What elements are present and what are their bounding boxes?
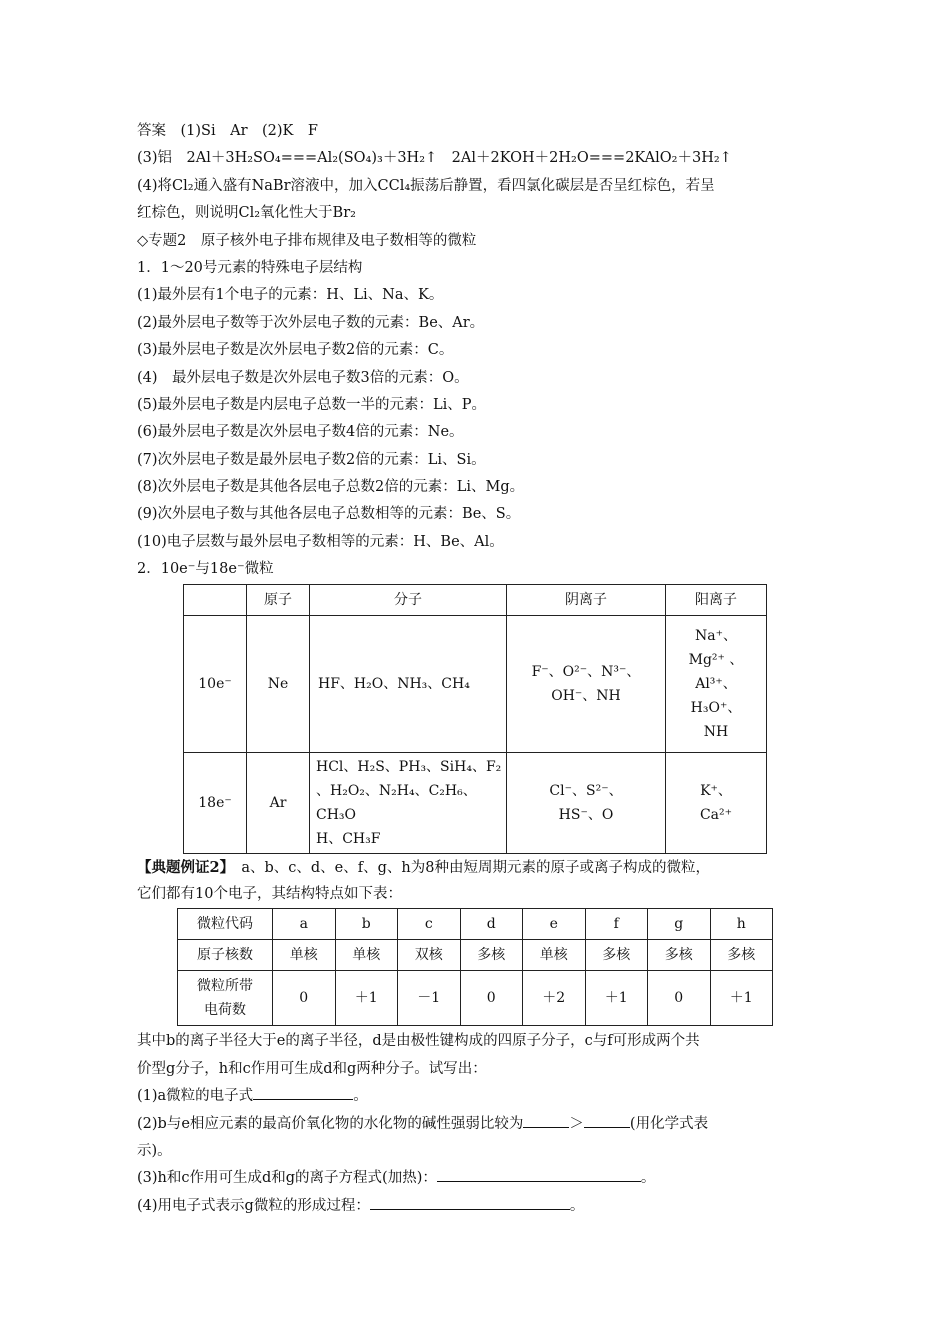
section1-title: 1．1～20号元素的特殊电子层结构 bbox=[137, 259, 363, 276]
question-text: (1)a微粒的电子式 bbox=[137, 1088, 254, 1105]
answer-line-4-cont: 红棕色，则说明Cl₂氧化性大于Br₂ bbox=[137, 205, 356, 222]
table-cell bbox=[666, 615, 767, 752]
table-row bbox=[184, 615, 767, 752]
question-4 bbox=[137, 1193, 817, 1220]
table-cell: e bbox=[523, 909, 586, 940]
answer-line-4: (4)将Cl₂通入盛有NaBr溶液中，加入CCl₄振荡后静置，看四氯化碳层是否呈红棕色，若呈 bbox=[137, 177, 715, 194]
question-text: ＞ bbox=[569, 1115, 584, 1132]
table-header: 原子 bbox=[247, 584, 310, 615]
answer-blank[interactable] bbox=[523, 1111, 569, 1128]
table-cell: 单核 bbox=[523, 940, 586, 971]
question-3 bbox=[137, 1165, 817, 1192]
question-text: (4)用电子式表示g微粒的形成过程： bbox=[137, 1197, 370, 1214]
question-text: (用化学式表 bbox=[629, 1115, 709, 1132]
list-item: (9)次外层电子数与其他各层电子总数相等的元素：Be、S。 bbox=[137, 506, 521, 523]
cell-line: 、H₂O₂、N₂H₄、C₂H₆、CH₃O bbox=[316, 782, 477, 823]
document-page bbox=[137, 118, 817, 1220]
question-text: 。 bbox=[353, 1088, 368, 1105]
cell-line: 微粒所带 bbox=[197, 978, 253, 995]
answer-line-3: (3)铝 2Al＋3H₂SO₄===Al₂(SO₄)₃＋3H₂↑ 2Al＋2KOH＋2H₂O===2KAlO₂＋3H₂↑ bbox=[137, 150, 732, 167]
table-row bbox=[178, 940, 773, 971]
answer-line-1: 答案 (1)Si Ar (2)K F bbox=[137, 123, 318, 139]
cell-line: HCl、H₂S、PH₃、SiH₄、F₂ bbox=[316, 758, 502, 775]
electron-particle-table bbox=[183, 584, 767, 854]
table-cell: 多核 bbox=[648, 940, 711, 971]
cell-line: K⁺、 bbox=[700, 782, 732, 799]
particle-structure-table bbox=[177, 908, 773, 1026]
table-cell: ＋2 bbox=[523, 971, 586, 1026]
table-cell: ＋1 bbox=[585, 971, 648, 1026]
table-row bbox=[178, 909, 773, 940]
answer-blank[interactable] bbox=[437, 1165, 641, 1182]
list-item: (2)最外层电子数等于次外层电子数的元素：Be、Ar。 bbox=[137, 314, 485, 331]
table-row-label: 微粒代码 bbox=[178, 909, 273, 940]
table-cell: a bbox=[273, 909, 336, 940]
cell-line: H₃O⁺、 bbox=[690, 699, 742, 716]
cell-line: Na⁺、 bbox=[695, 627, 737, 644]
description-line-2: 价型g分子，h和c作用可生成d和g两种分子。试写出： bbox=[137, 1060, 487, 1077]
list-item: (10)电子层数与最外层电子数相等的元素：H、Be、Al。 bbox=[137, 533, 504, 550]
table-cell: 0 bbox=[273, 971, 336, 1026]
table-cell: 多核 bbox=[585, 940, 648, 971]
table-header bbox=[184, 584, 247, 615]
table-cell: d bbox=[460, 909, 523, 940]
table-cell: ＋1 bbox=[335, 971, 398, 1026]
table-cell: 单核 bbox=[273, 940, 336, 971]
table-cell: g bbox=[648, 909, 711, 940]
table-cell: Ar bbox=[247, 752, 310, 853]
question-2-cont: 示)。 bbox=[137, 1142, 172, 1159]
cell-line: H、CH₃F bbox=[316, 830, 381, 847]
table-cell: Ne bbox=[247, 615, 310, 752]
table-cell: 0 bbox=[460, 971, 523, 1026]
list-item: (7)次外层电子数是最外层电子数2倍的元素：Li、Si。 bbox=[137, 451, 486, 468]
cell-line: OH⁻、NH bbox=[551, 687, 621, 704]
table-cell: 单核 bbox=[335, 940, 398, 971]
list-item: (8)次外层电子数是其他各层电子总数2倍的元素：Li、Mg。 bbox=[137, 479, 525, 496]
list-item: (5)最外层电子数是内层电子总数一半的元素：Li、P。 bbox=[137, 396, 487, 413]
table-cell: b bbox=[335, 909, 398, 940]
table-cell: h bbox=[710, 909, 773, 940]
table-cell: HF、H₂O、NH₃、CH₄ bbox=[310, 615, 507, 752]
table-cell: 双核 bbox=[398, 940, 461, 971]
table-cell bbox=[666, 752, 767, 853]
table-header: 阴离子 bbox=[507, 584, 666, 615]
question-2 bbox=[137, 1111, 817, 1138]
table-cell: 0 bbox=[648, 971, 711, 1026]
example-line-2: 它们都有10个电子，其结构特点如下表： bbox=[137, 886, 402, 903]
cell-line: F⁻、O²⁻、N³⁻、 bbox=[531, 663, 641, 680]
cell-line: Cl⁻、S²⁻、 bbox=[549, 782, 623, 799]
table-cell: 18e⁻ bbox=[184, 752, 247, 853]
cell-line: Al³⁺、 bbox=[695, 675, 737, 692]
question-1 bbox=[137, 1083, 817, 1110]
table-header: 分子 bbox=[310, 584, 507, 615]
question-text: 。 bbox=[640, 1170, 656, 1187]
table-cell: －1 bbox=[398, 971, 461, 1026]
table-header: 阳离子 bbox=[666, 584, 767, 615]
question-text: (3)h和c作用可生成d和g的离子方程式(加热)： bbox=[137, 1170, 437, 1187]
question-text: 。 bbox=[569, 1197, 585, 1214]
section2-title: 2．10e⁻与18e⁻微粒 bbox=[137, 561, 274, 578]
list-item: (3)最外层电子数是次外层电子数2倍的元素：C。 bbox=[137, 342, 454, 359]
table-header-row bbox=[184, 584, 767, 615]
question-text: (2)b与e相应元素的最高价氧化物的水化物的碱性强弱比较为 bbox=[137, 1115, 524, 1132]
cell-line: Ca²⁺ bbox=[699, 806, 733, 823]
table-row-label bbox=[178, 971, 273, 1026]
cell-line: HS⁻、O bbox=[558, 806, 614, 823]
example-line-1 bbox=[137, 854, 817, 881]
table-cell bbox=[507, 752, 666, 853]
table-cell: c bbox=[398, 909, 461, 940]
table-row-label: 原子核数 bbox=[178, 940, 273, 971]
table-cell: 多核 bbox=[710, 940, 773, 971]
table-cell bbox=[310, 752, 507, 853]
table-cell: 多核 bbox=[460, 940, 523, 971]
table-cell: f bbox=[585, 909, 648, 940]
list-item: (4) 最外层电子数是次外层电子数3倍的元素：O。 bbox=[137, 369, 469, 386]
table-row bbox=[184, 752, 767, 853]
example-text: a、b、c、d、e、f、g、h为8种由短周期元素的原子或离子构成的微粒， bbox=[226, 859, 710, 876]
cell-line: NH bbox=[703, 723, 729, 740]
list-item: (1)最外层有1个电子的元素：H、Li、Na、K。 bbox=[137, 287, 444, 304]
table-cell: ＋1 bbox=[710, 971, 773, 1026]
answer-blank[interactable] bbox=[253, 1083, 353, 1100]
table-cell: 10e⁻ bbox=[184, 615, 247, 752]
cell-line: Mg²⁺ 、 bbox=[688, 651, 744, 668]
cell-line: 电荷数 bbox=[204, 1002, 246, 1019]
example-label: 【典题例证2】 bbox=[137, 858, 227, 876]
description-line-1: 其中b的离子半径大于e的离子半径，d是由极性键构成的四原子分子，c与f可形成两个共 bbox=[137, 1033, 700, 1050]
list-item: (6)最外层电子数是次外层电子数4倍的元素：Ne。 bbox=[137, 424, 464, 441]
topic-heading: ◇专题2 原子核外电子排布规律及电子数相等的微粒 bbox=[137, 232, 477, 249]
table-row bbox=[178, 971, 773, 1026]
table-cell bbox=[507, 615, 666, 752]
answer-blank[interactable] bbox=[370, 1193, 570, 1210]
answer-blank[interactable] bbox=[584, 1111, 630, 1128]
